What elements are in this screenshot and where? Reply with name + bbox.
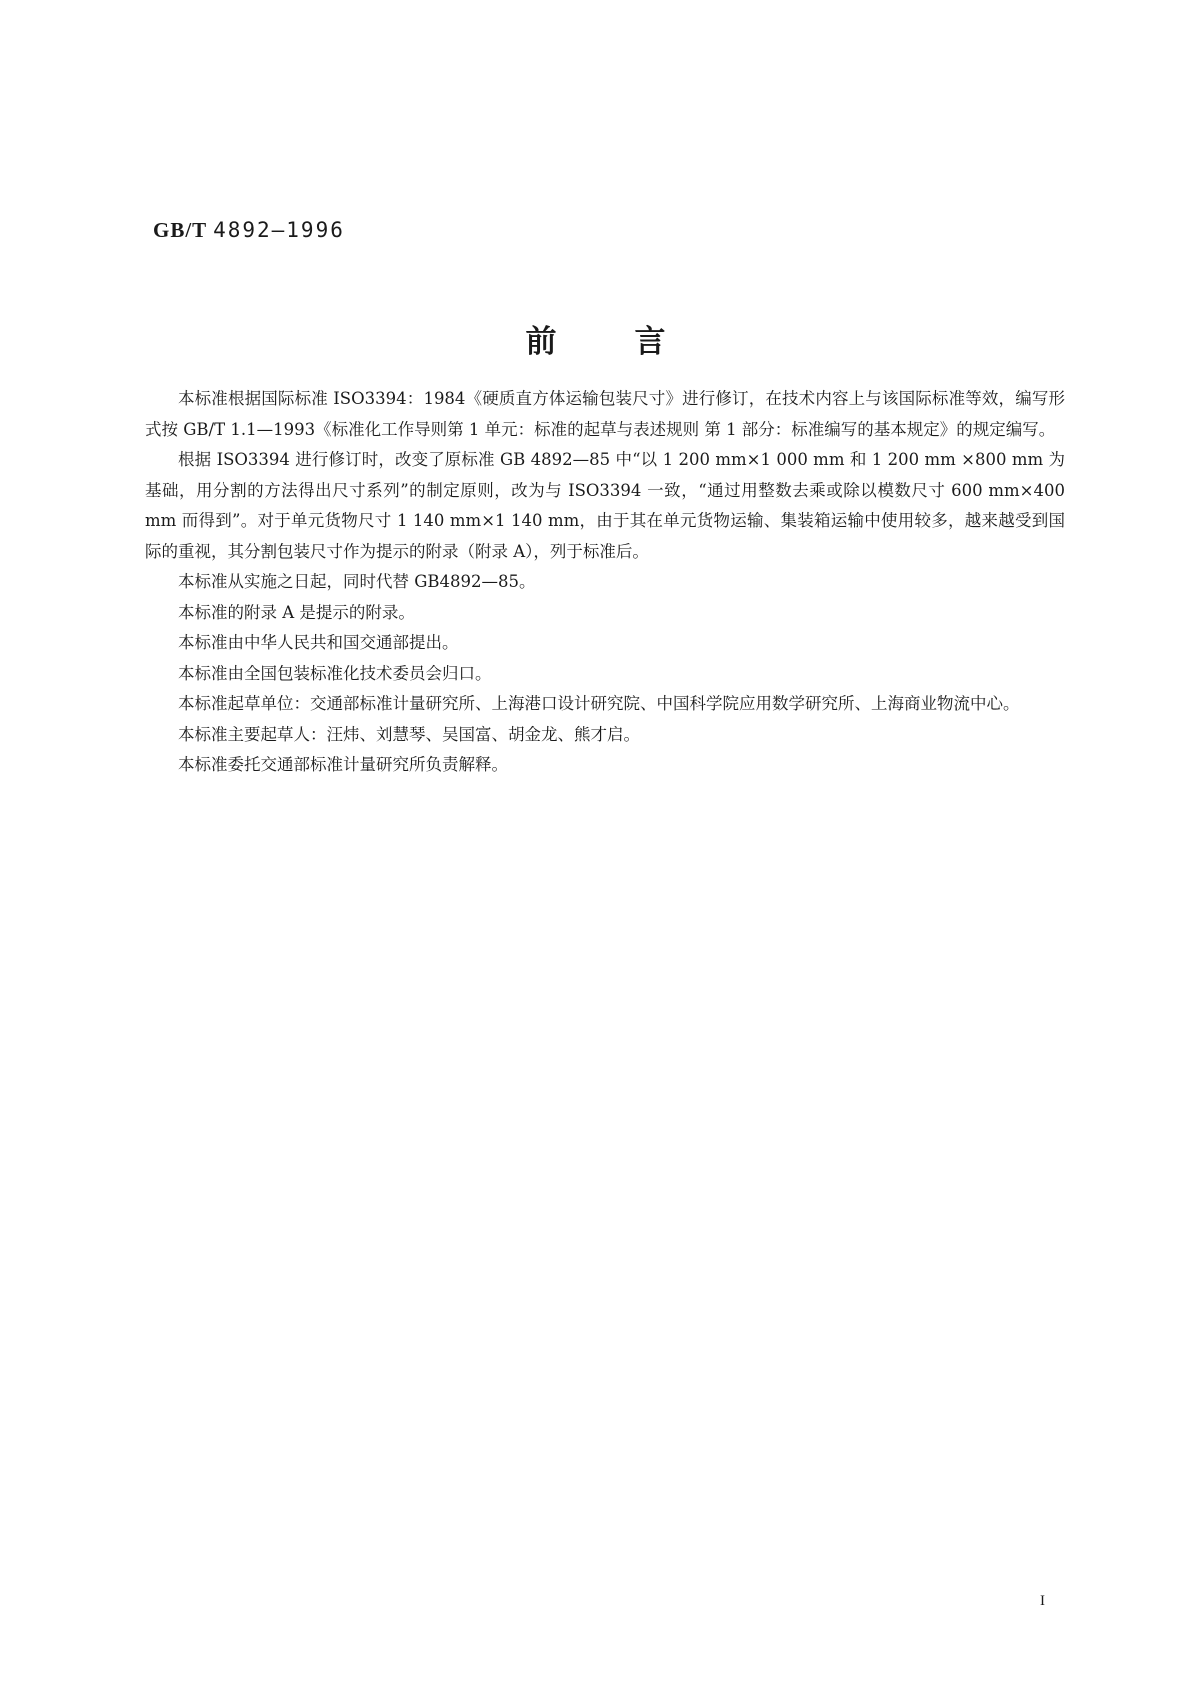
paragraph-proposer: 本标准由中华人民共和国交通部提出。 <box>178 633 459 652</box>
paragraph-interpretation: 本标准委托交通部标准计量研究所负责解释。 <box>178 755 508 774</box>
page-number: I <box>1040 1593 1045 1609</box>
paragraph-appendix: 本标准的附录 A 是提示的附录。 <box>178 602 415 622</box>
standard-number: 4892—1996 <box>213 218 345 242</box>
foreword-body <box>145 384 1065 781</box>
paragraph-committee: 本标准由全国包装标准化技术委员会归口。 <box>178 663 492 683</box>
paragraph-drafters: 本标准主要起草人：汪炜、刘慧琴、吴国富、胡金龙、熊才启。 <box>178 724 640 744</box>
paragraph-drafting-units: 本标准起草单位：交通部标准计量研究所、上海港口设计研究院、中国科学院应用数学研究所、上海商业物流中心。 <box>178 694 1020 713</box>
paragraph-basis: 本标准根据国际标准 ISO3394：1984《硬质直方体运输包装尺寸》进行修订，在技术内容上与该国际标准等效，编写形式按 GB/T 1.1—1993《标准化工作导则第 1 单元：标准的起草与表述规则 第 1 部分：标准编写的基本规定》的规定编写。 <box>145 389 1065 439</box>
page-title: 前言 <box>525 324 744 360</box>
standard-code <box>153 218 345 243</box>
paragraph-revision: 根据 ISO3394 进行修订时，改变了原标准 GB 4892—85 中“以 1 200 mm×1 000 mm 和 1 200 mm ×800 mm 为基础，用分割的方法得出尺寸系列”的制定原则，改为与 ISO3394 一致，“通过用整数去乘或除以模数尺寸 600 mm×400 mm 而得到”。对于单元货物尺寸 1 140 mm×1 140 mm，由于其在单元货物运输、集装箱运输中使用较多，越来越受到国际的重视，其分割包装尺寸作为提示的附录（附录 A），列于标准后。 <box>145 450 1065 561</box>
standard-prefix: GB/T <box>153 218 207 242</box>
paragraph-replacement: 本标准从实施之日起，同时代替 GB4892—85。 <box>178 572 536 591</box>
